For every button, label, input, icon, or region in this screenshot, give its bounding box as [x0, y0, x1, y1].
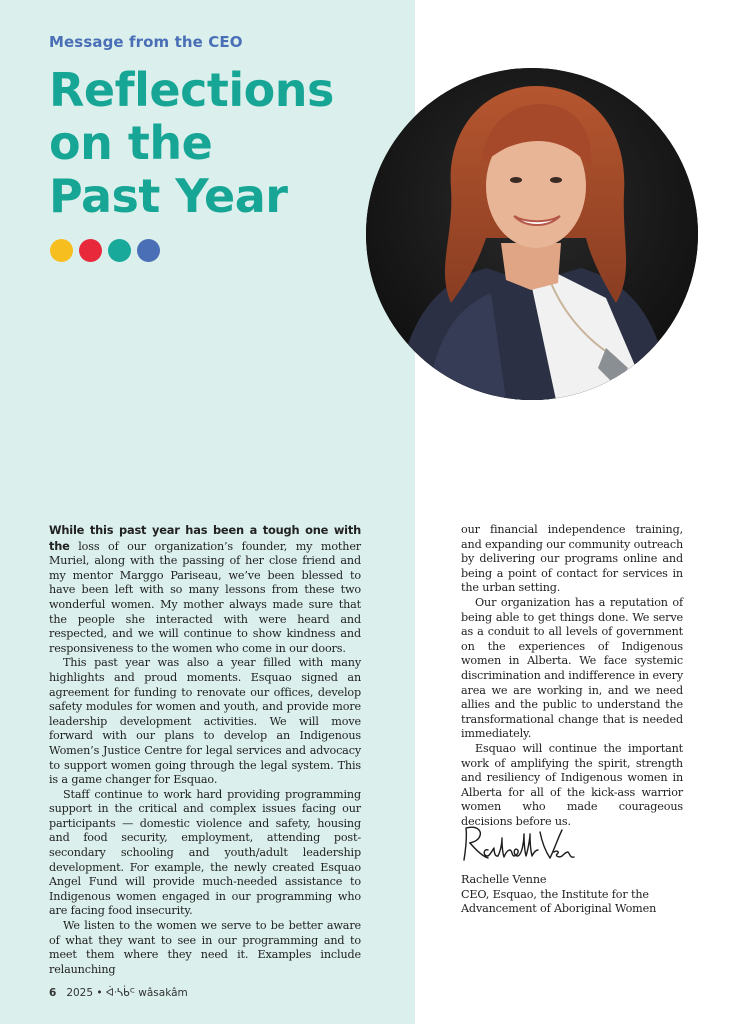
body-column-left [49, 523, 361, 977]
paragraph: Our organization has a reputation of being able to get things done. We serve as a conduit to all levels of government on the experiences of Indigenous women in Alberta. We face systemic discrimination and indifference in every area we are working in, and we need allies and the public to understand the transformational change that is needed immediately. [461, 595, 683, 741]
page-title [49, 64, 389, 223]
red-dot [79, 239, 102, 262]
teal-dot [108, 239, 131, 262]
signatory-role: CEO, Esquao, the Institute for the [461, 887, 649, 901]
portrait-illustration [366, 68, 698, 400]
title-line: Reflections [49, 63, 334, 117]
body-column-right [461, 523, 683, 829]
signatory-role: Advancement of Aboriginal Women [461, 902, 657, 916]
paragraph: our financial independence training, and expanding our community outreach by delivering our programs online and being a point of contact for services in the urban setting. [461, 523, 683, 595]
title-line: Past Year [49, 169, 288, 223]
handwritten-signature [458, 822, 578, 867]
page-number: 6 [49, 987, 57, 999]
paragraph [49, 523, 361, 656]
signature-block [461, 873, 701, 917]
title-line: on the [49, 116, 213, 170]
paragraph: Staff continue to work hard providing programming support in the critical and complex issues facing our participants — domestic violence and safety, housing and food security, employment, attending post-secondary schooling and youth/adult leadership development. For example, the newly created Esquao Angel Fund will provide much-needed assistance to Indigenous women engaged in our programming who are facing food insecurity. [49, 787, 361, 918]
signatory-name: Rachelle Venne [461, 873, 547, 886]
paragraph: This past year was also a year filled with many highlights and proud moments. Esquao signed an agreement for funding to renovate our offices, develop safety modules for women and youth, and provide more leadership development activities. We will move forward with our plans to develop an Indigenous Women’s Justice Centre for legal services and advocacy to support women going through the legal system. This is a game changer for Esquao. [49, 656, 361, 787]
yellow-dot [50, 239, 73, 262]
paragraph: Esquao will continue the important work of amplifying the spirit, strength and resiliency of Indigenous women in Alberta for all of the kick-ass warrior women who made courageous decisions before us. [461, 741, 683, 828]
color-dots [50, 239, 160, 262]
section-kicker: Message from the CEO [49, 33, 243, 51]
lead-in-text: While this past year has been a tough one with the [49, 523, 361, 553]
ceo-portrait-photo [366, 68, 698, 400]
page-footer [49, 987, 188, 999]
blue-dot [137, 239, 160, 262]
footer-publication: 2025 • ᐋᐧᓴᑳᒼ wâsakâm [66, 987, 188, 999]
paragraph: We listen to the women we serve to be better aware of what they want to see in our programming and to meet them where they need it. Examples include relaunching [49, 919, 361, 976]
paragraph-text: loss of our organization’s founder, my mother Muriel, along with the passing of her close friend and my mentor Marggo Pariseau, we’ve been blessed to have been left with so many lessons from these two wonderful women. My mother always made sure that the people she interacted with were heard and respected, and we will continue to show kindness and responsiveness to the women who come in our doors. [49, 539, 361, 655]
